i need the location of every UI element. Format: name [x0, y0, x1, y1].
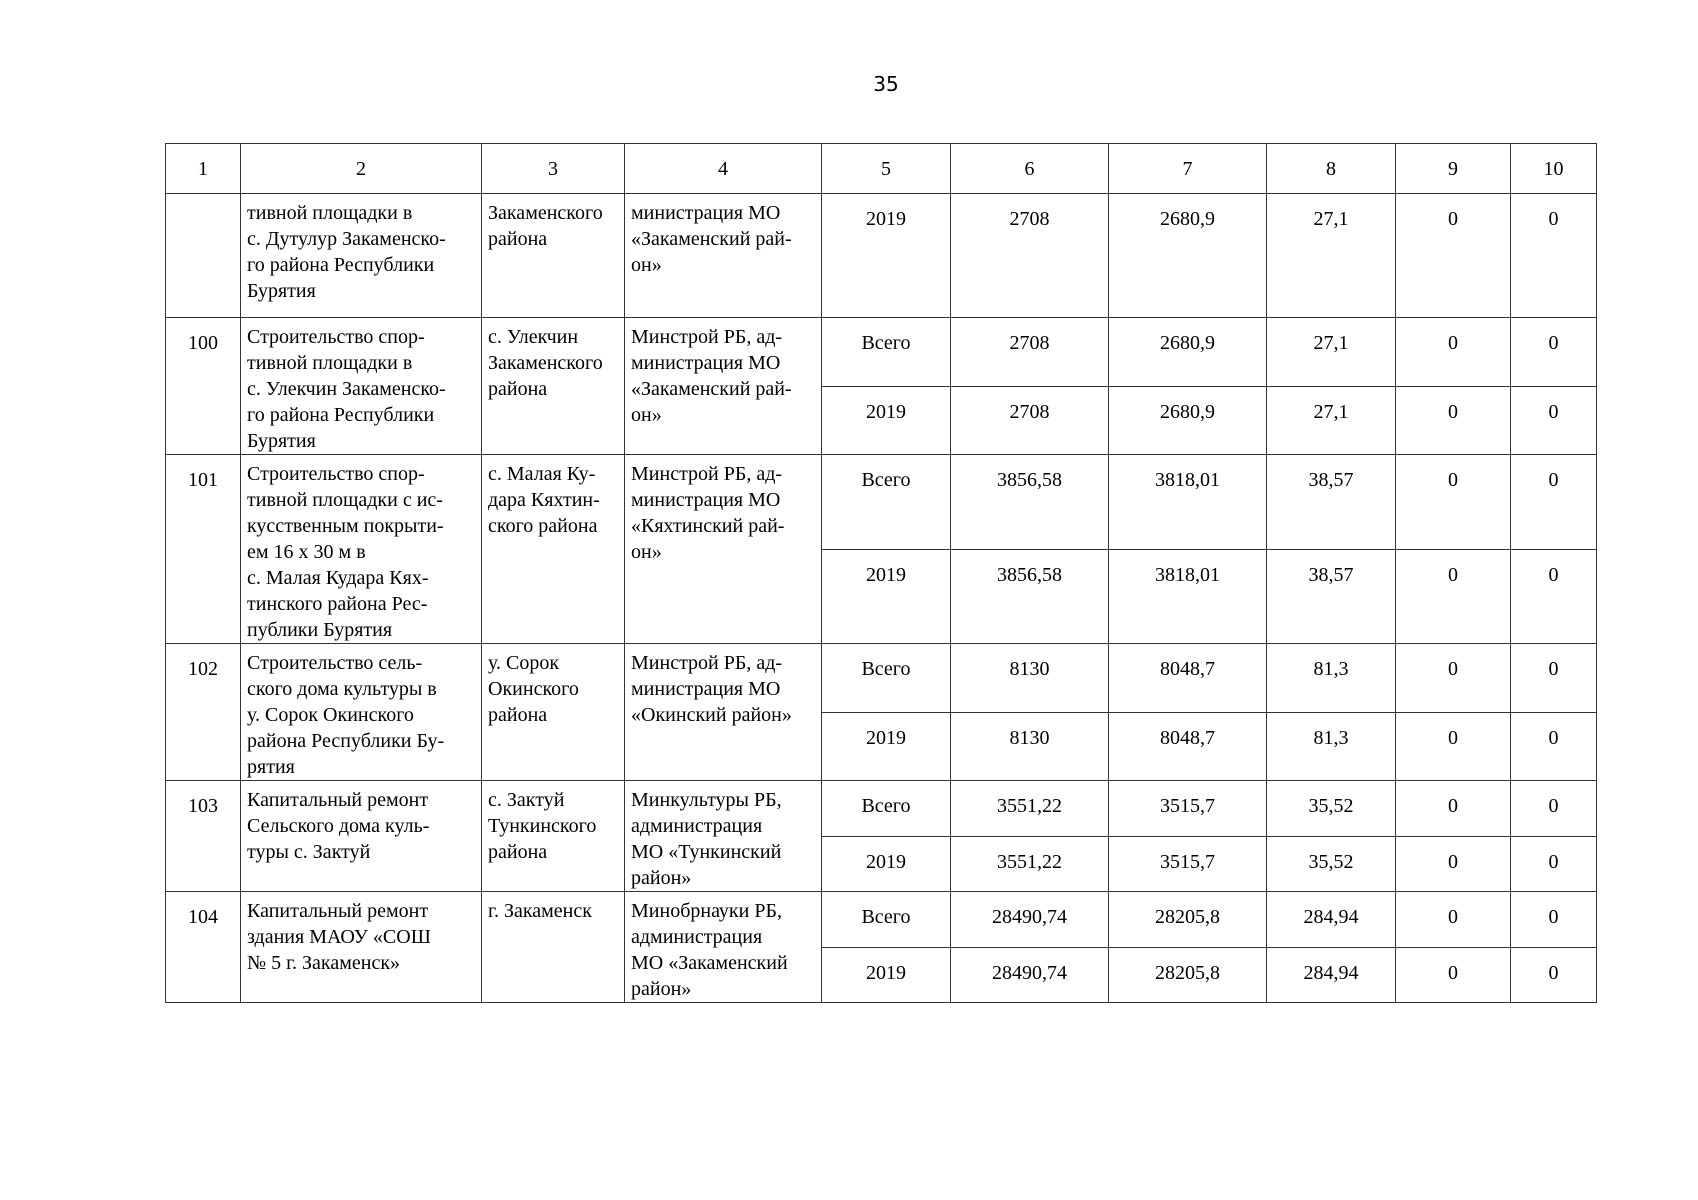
value-cell: 0	[1396, 836, 1511, 892]
value-cell: 3551,22	[951, 781, 1109, 837]
value-cell: 0	[1511, 712, 1597, 781]
value-cell: 27,1	[1267, 318, 1396, 387]
value-cell: 3551,22	[951, 836, 1109, 892]
row-number-cell: 103	[166, 781, 241, 892]
object-name-cell: Капитальный ремонт здания МАОУ «СОШ № 5 г. Закаменск»	[241, 892, 482, 1003]
value-cell: 28490,74	[951, 892, 1109, 948]
value-cell: 8048,7	[1109, 712, 1267, 781]
table-row	[166, 318, 1597, 387]
value-cell: 2680,9	[1109, 194, 1267, 318]
value-cell: 3856,58	[951, 549, 1109, 644]
header-cell: 1	[166, 144, 241, 194]
value-cell: 0	[1396, 549, 1511, 644]
value-cell: 0	[1511, 836, 1597, 892]
period-cell: Всего	[822, 892, 951, 948]
value-cell: 2708	[951, 318, 1109, 387]
value-cell: 38,57	[1267, 549, 1396, 644]
value-cell: 38,57	[1267, 455, 1396, 550]
responsible-cell: Минкультуры РБ, администрация МО «Тункинский район»	[625, 781, 822, 892]
header-cell: 9	[1396, 144, 1511, 194]
value-cell: 0	[1396, 892, 1511, 948]
value-cell: 0	[1396, 386, 1511, 455]
period-cell: Всего	[822, 455, 951, 550]
responsible-cell: Минстрой РБ, ад- министрация МО «Окинский район»	[625, 644, 822, 781]
period-cell: Всего	[822, 318, 951, 387]
period-cell: 2019	[822, 549, 951, 644]
value-cell: 3818,01	[1109, 549, 1267, 644]
table-row	[166, 781, 1597, 837]
value-cell: 0	[1396, 318, 1511, 387]
value-cell: 0	[1511, 549, 1597, 644]
row-number-cell: 102	[166, 644, 241, 781]
location-cell: с. Зактуй Тункинского района	[482, 781, 625, 892]
value-cell: 3856,58	[951, 455, 1109, 550]
value-cell: 81,3	[1267, 644, 1396, 713]
value-cell: 284,94	[1267, 947, 1396, 1003]
object-name-cell: тивной площадки в с. Дутулур Закаменско- го района Республики Бурятия	[241, 194, 482, 318]
object-name-cell: Строительство сель- ского дома культуры в у. Сорок Окинского района Республики Бу- рятия	[241, 644, 482, 781]
value-cell: 0	[1511, 781, 1597, 837]
value-cell: 0	[1511, 318, 1597, 387]
header-cell: 4	[625, 144, 822, 194]
value-cell: 27,1	[1267, 386, 1396, 455]
header-cell: 8	[1267, 144, 1396, 194]
responsible-cell: Минобрнауки РБ, администрация МО «Закаменский район»	[625, 892, 822, 1003]
value-cell: 0	[1511, 892, 1597, 948]
value-cell: 8130	[951, 712, 1109, 781]
object-name-cell: Строительство спор- тивной площадки с ис- кусственным покрыти- ем 16 х 30 м в с. Малая Кудара Кях- тинского района Рес- публики Бурятия	[241, 455, 482, 644]
header-cell: 6	[951, 144, 1109, 194]
header-cell: 10	[1511, 144, 1597, 194]
program-table	[165, 143, 1597, 1003]
table-row	[166, 455, 1597, 550]
period-cell: Всего	[822, 781, 951, 837]
value-cell: 2680,9	[1109, 318, 1267, 387]
period-cell: 2019	[822, 836, 951, 892]
header-cell: 5	[822, 144, 951, 194]
value-cell: 0	[1511, 947, 1597, 1003]
table-row	[166, 644, 1597, 713]
responsible-cell: Минстрой РБ, ад- министрация МО «Кяхтинский рай- он»	[625, 455, 822, 644]
table-row	[166, 194, 1597, 318]
value-cell: 28205,8	[1109, 947, 1267, 1003]
responsible-cell: министрация МО «Закаменский рай- он»	[625, 194, 822, 318]
value-cell: 2708	[951, 386, 1109, 455]
value-cell: 0	[1396, 947, 1511, 1003]
period-cell: 2019	[822, 947, 951, 1003]
header-cell: 2	[241, 144, 482, 194]
value-cell: 28205,8	[1109, 892, 1267, 948]
location-cell: с. Малая Ку- дара Кяхтин- ского района	[482, 455, 625, 644]
location-cell: г. Закаменск	[482, 892, 625, 1003]
location-cell: у. Сорок Окинского района	[482, 644, 625, 781]
page-number: 35	[873, 72, 899, 96]
value-cell: 8130	[951, 644, 1109, 713]
location-cell: Закаменского района	[482, 194, 625, 318]
value-cell: 35,52	[1267, 836, 1396, 892]
row-number-cell	[166, 194, 241, 318]
responsible-cell: Минстрой РБ, ад- министрация МО «Закаменский рай- он»	[625, 318, 822, 455]
period-cell: 2019	[822, 712, 951, 781]
value-cell: 3515,7	[1109, 781, 1267, 837]
value-cell: 284,94	[1267, 892, 1396, 948]
value-cell: 28490,74	[951, 947, 1109, 1003]
period-cell: 2019	[822, 194, 951, 318]
header-cell: 3	[482, 144, 625, 194]
value-cell: 0	[1396, 781, 1511, 837]
value-cell: 0	[1396, 194, 1511, 318]
value-cell: 0	[1396, 712, 1511, 781]
value-cell: 3515,7	[1109, 836, 1267, 892]
value-cell: 27,1	[1267, 194, 1396, 318]
value-cell: 0	[1511, 194, 1597, 318]
table-row	[166, 892, 1597, 948]
header-cell: 7	[1109, 144, 1267, 194]
value-cell: 2680,9	[1109, 386, 1267, 455]
row-number-cell: 101	[166, 455, 241, 644]
period-cell: Всего	[822, 644, 951, 713]
value-cell: 35,52	[1267, 781, 1396, 837]
object-name-cell: Строительство спор- тивной площадки в с. Улекчин Закаменско- го района Республики Бурятия	[241, 318, 482, 455]
value-cell: 0	[1396, 455, 1511, 550]
row-number-cell: 104	[166, 892, 241, 1003]
period-cell: 2019	[822, 386, 951, 455]
value-cell: 2708	[951, 194, 1109, 318]
value-cell: 8048,7	[1109, 644, 1267, 713]
value-cell: 3818,01	[1109, 455, 1267, 550]
location-cell: с. Улекчин Закаменского района	[482, 318, 625, 455]
value-cell: 81,3	[1267, 712, 1396, 781]
value-cell: 0	[1511, 455, 1597, 550]
row-number-cell: 100	[166, 318, 241, 455]
object-name-cell: Капитальный ремонт Сельского дома куль- туры с. Зактуй	[241, 781, 482, 892]
value-cell: 0	[1396, 644, 1511, 713]
header-row	[166, 144, 1597, 194]
value-cell: 0	[1511, 644, 1597, 713]
value-cell: 0	[1511, 386, 1597, 455]
